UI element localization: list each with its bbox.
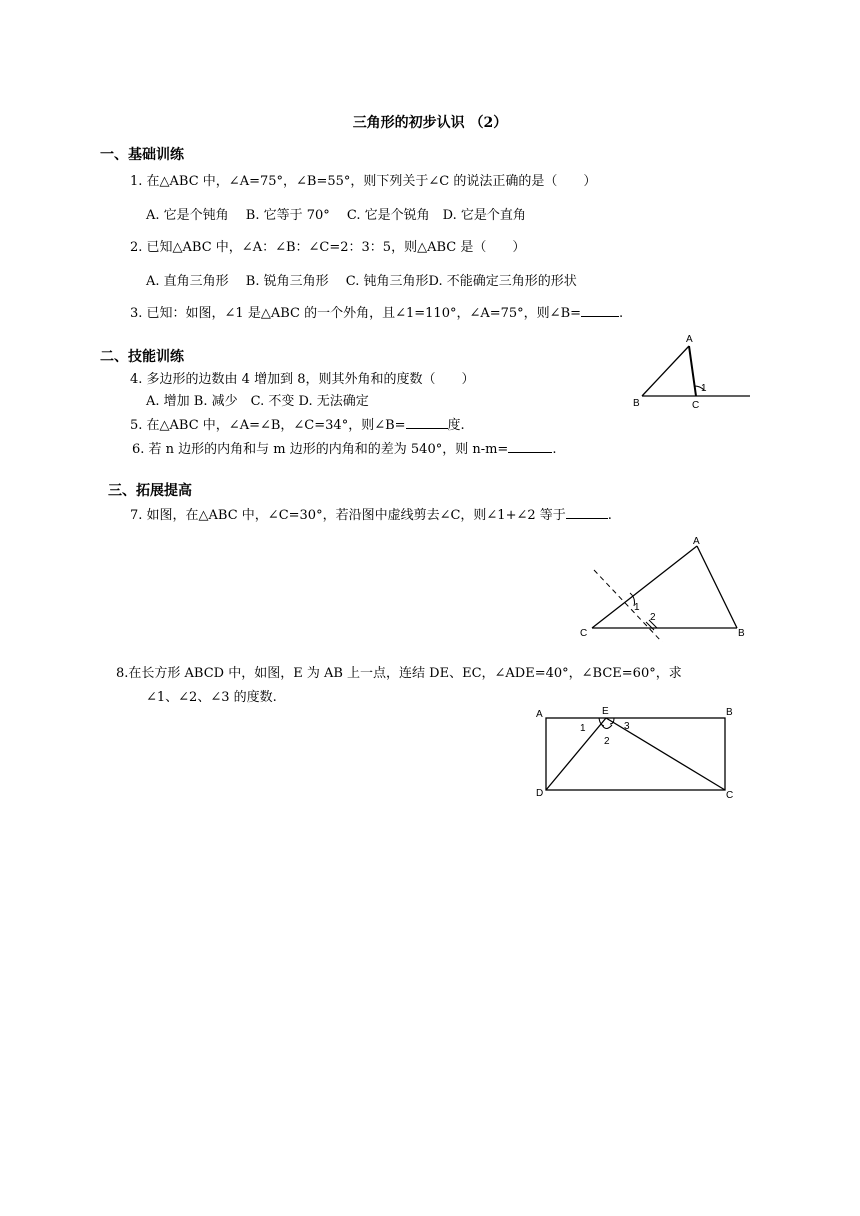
question-7-period: . xyxy=(607,508,612,523)
question-2: 2. 已知△ABC 中，∠A：∠B：∠C=2：3：5，则△ABC 是（ ） xyxy=(130,240,526,255)
figure-rectangle-abcd xyxy=(530,698,750,808)
answer-blank-3[interactable] xyxy=(581,304,619,317)
question-3-text: 3. 已知：如图，∠1 是△ABC 的一个外角，且∠1=110°，∠A=75°，则∠B= xyxy=(130,306,582,321)
question-3-period: . xyxy=(619,306,624,321)
answer-blank-5[interactable] xyxy=(406,416,448,429)
fig1-label-b: B xyxy=(633,398,640,409)
fig2-label-c: C xyxy=(580,628,588,639)
fig2-side-ca xyxy=(592,546,697,628)
fig1-side-ac xyxy=(689,346,696,396)
fig3-label-e: E xyxy=(602,706,609,717)
fig1-side-ab xyxy=(642,346,689,396)
question-2-options: A. 直角三角形 B. 锐角三角形 C. 钝角三角形D. 不能确定三角形的形状 xyxy=(146,274,577,289)
question-4-options: A. 增加 B. 减少 C. 不变 D. 无法确定 xyxy=(146,394,369,409)
question-6 xyxy=(132,438,556,457)
question-6-period: . xyxy=(552,442,557,457)
fig3-rectangle xyxy=(546,718,725,790)
question-8-line-2: ∠1、∠2、∠3 的度数. xyxy=(146,690,277,705)
fig2-side-ab xyxy=(697,546,737,628)
figure-triangle-cut-corner xyxy=(570,530,760,645)
question-5-text: 5. 在△ABC 中，∠A=∠B，∠C=34°，则∠B= xyxy=(130,418,406,433)
fig3-segment-de xyxy=(546,718,606,790)
question-5 xyxy=(130,414,465,433)
section-heading-basic: 一、基础训练 xyxy=(100,147,184,163)
question-6-text: 6. 若 n 边形的内角和与 m 边形的内角和的差为 540°，则 n-m= xyxy=(132,442,509,457)
fig2-label-angle-2: 2 xyxy=(650,612,656,623)
fig2-label-b: B xyxy=(738,628,745,639)
section-heading-extension: 三、拓展提高 xyxy=(108,483,192,499)
fig3-label-angle-2: 2 xyxy=(604,736,610,747)
page-title: 三角形的初步认识 （2） xyxy=(352,115,508,131)
fig3-label-angle-3: 3 xyxy=(624,721,630,732)
fig2-label-angle-1: 1 xyxy=(634,602,640,613)
fig3-label-c: C xyxy=(726,790,734,801)
fig3-label-d: D xyxy=(536,788,544,799)
question-1-options: A. 它是个钝角 B. 它等于 70° C. 它是个锐角 D. 它是个直角 xyxy=(146,208,526,223)
fig1-label-c: C xyxy=(692,400,700,411)
section-heading-skills: 二、技能训练 xyxy=(100,349,184,365)
question-8-line-1: 8.在长方形 ABCD 中，如图，E 为 AB 上一点，连结 DE、EC，∠ADE=40°，∠BCE=60°，求 xyxy=(116,666,682,681)
fig1-label-angle-1: 1 xyxy=(701,383,707,394)
fig3-label-b: B xyxy=(726,707,733,718)
question-4: 4. 多边形的边数由 4 增加到 8，则其外角和的度数（ ） xyxy=(130,372,475,387)
answer-blank-7[interactable] xyxy=(566,506,608,519)
fig3-label-angle-1: 1 xyxy=(580,723,586,734)
question-3 xyxy=(130,302,623,321)
fig3-label-a: A xyxy=(536,709,543,720)
question-7-text: 7. 如图，在△ABC 中，∠C=30°，若沿图中虚线剪去∠C，则∠1+∠2 等于 xyxy=(130,508,566,523)
figure-triangle-exterior-angle xyxy=(620,330,760,416)
fig1-label-a: A xyxy=(686,334,693,345)
answer-blank-6[interactable] xyxy=(508,440,552,453)
question-7 xyxy=(130,504,612,523)
fig2-label-a: A xyxy=(693,536,700,547)
question-1: 1. 在△ABC 中，∠A=75°，∠B=55°，则下列关于∠C 的说法正确的是（ ） xyxy=(130,174,597,189)
question-5-suffix: 度. xyxy=(447,418,465,433)
